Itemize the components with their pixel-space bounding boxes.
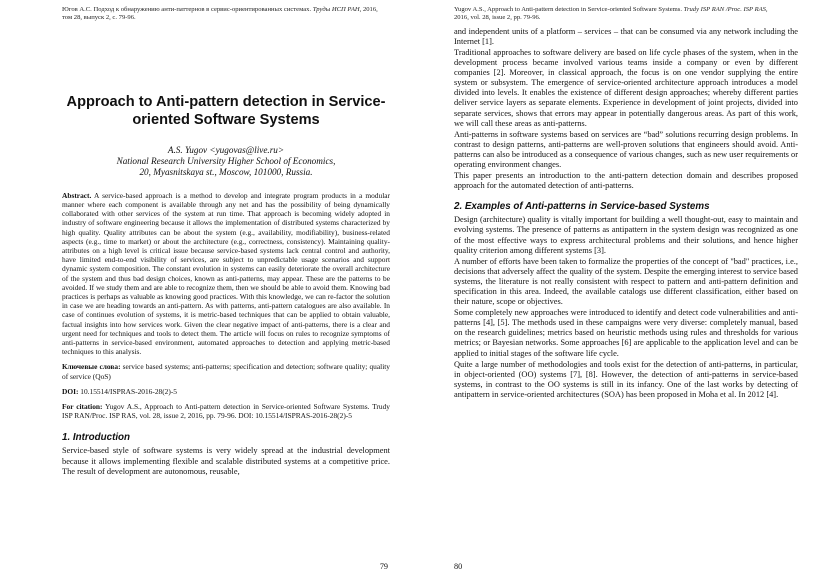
abstract-label: Abstract. — [62, 190, 92, 200]
section-heading-examples: 2. Examples of Anti-patterns in Service-based Systems — [454, 201, 710, 213]
header-volume: 2016, vol. 28, issue 2, pp. 79-96. — [454, 14, 541, 22]
body-paragraph: Quite a large number of methodologies and tools exist for the detection of anti-patterns, in particular, in object-oriented (OO) systems [7], [8]. However, the detection of anti-patterns in service-based systems, in contrast to the OO systems is still in its infancy. One of the last works by detecting of antipattern in service-oriented architectures (SOA) has been proposed in Moha et al. In 2012 [4]. — [454, 359, 798, 399]
header-text-rest: , 2016, — [359, 6, 378, 13]
doi-label: DOI: — [62, 386, 79, 396]
citation — [62, 402, 390, 420]
doi — [62, 387, 390, 396]
body-paragraph: Service-based style of software systems is very widely spread at the industrial development because it allows implementing flexible and scalable distributed systems at a competitive price. The result of development are autonomous, reusable, — [62, 446, 390, 476]
section-heading-introduction: 1. Introduction — [62, 432, 131, 444]
header-text: Югов А.С. Подход к обнаружению анти-паттернов в сервис-ориентированных системах. — [62, 6, 313, 13]
header-text: Yugov A.S., Approach to Anti-pattern detection in Service-oriented Software Systems. — [454, 6, 684, 13]
body-paragraph: Traditional approaches to software delivery are based on life cycle phases of the system, when in the development process became involved various teams inside a company or even by different companies [2]. Moreover, in classical approach, the focus is on one vendor supplying the entire system or subsystem. The emergence of service-oriented architecture approach introduces a model divided into levels. It enables the existence of different design approaches; whereby different parties deliver service layers as separate elements. Experience in development of joint projects, divided into separate services, shows that errors may appear in potentially dangerous areas. As part of this work, we will call these areas as anti-patterns. — [454, 48, 798, 128]
body-paragraph: A number of efforts have been taken to formalize the properties of the concept of "bad" practices, i.e., decisions that adversely affect the quality of the system. Despite the emerging interest to service based systems, the literature is not really consistent with respect to pattern and anti-pattern definition and specification in this area. Indeed, the available catalogs use different classification, either based on their nature, scope or objectives. — [454, 256, 798, 307]
paper-title: Approach to Anti-pattern detection in Service-oriented Software Systems — [66, 93, 386, 128]
running-header-right — [454, 6, 798, 23]
body-paragraph: and independent units of a platform – services – that can be consumed via any network including the Internet [1]. — [454, 26, 798, 46]
running-header-left — [62, 6, 390, 23]
body-paragraph: Anti-patterns in software systems based on services are “bad” solutions recurring design problems. In contrast to design patterns, anti-patterns are well-proven solutions that engineers should avoid. Anti-patterns can also be introduced as a consequence of various changes, such as new user requirements or operating environment changes. — [454, 129, 798, 170]
right-page — [410, 0, 820, 579]
abstract-text: A service-based approach is a method to develop and integrate program products in a modular manner where each component is available through any net and has the possibility of being dynamically collaborated with other services of the system at run time. That approach is becoming widely adopted in industry of software engineering because it allows the implementation of distributed systems characterized by high quality. Quality attributes can be about the system (e.g., availability, modifiability), business-related aspects (e.g., time to market) or about the architecture (e.g., correctness, consistency). Maintaining quality-attributes on a high level is critical issue because service-based systems lack central control and authority, have limited end-to-end visibility of services, are subject to unpredictable usage scenarios and support dynamic system composition. The constant evolution in systems can easily deteriorate the overall architecture of the system and thus bad design choices, known as anti-patterns, may appear. These are the patterns to be avoided. If we study them and are able to recognize them, then we should be able to avoid them. Knowing bad practices is perhaps as valuable as knowing good practices. With this knowledge, we can re-factor the solution in case we are heading towards an anti-pattern. As with patterns, anti-pattern catalogues are also available. In case of continues evolution of systems, it is metric-based techniques that can be applied to obtain valuable, factual insights into how services work. Given the clear negative impact of anti-patterns, there is a clear and urgent need for techniques and tools to detect them. The article will focus on rules to recognize symptoms of anti-patterns in service-based environment, automated approaches to detection and applying metric-based techniques to this analysis. — [62, 190, 390, 357]
body-paragraph: Design (architecture) quality is vitally important for building a well thought-out, easy to maintain and evolving systems. The presence of patterns as antipattern in the system design was recognized as one of the most effective ways to express architectural problems and their solutions, and hence higher quality criterion among different systems [3]. — [454, 215, 798, 255]
keywords-text: service based systems; anti-patterns; specification and detection; software quality; quality of service (QoS) — [62, 362, 390, 381]
keywords — [62, 362, 390, 380]
header-volume: том 28, выпуск 2, с. 79-96. — [62, 14, 136, 22]
author-address: 20, Myasnitskaya st., Moscow, 101000, Russia. — [139, 166, 313, 177]
page-number-left: 79 — [379, 562, 388, 571]
citation-text: Yugov A.S., Approach to Anti-pattern detection in Service-oriented Software Systems. Trudy ISP RAN/Proc. ISP RAS, vol. 28, issue 2, 2016, pp. 79-96. DOI: 10.15514/ISPRAS-2016-28(2)-5 — [62, 402, 390, 421]
page-number-right: 80 — [454, 562, 463, 571]
header-journal: Труды ИСП РАН — [312, 6, 360, 13]
header-journal: Trudy ISP RAN /Proc. ISP RAS, — [683, 6, 768, 13]
keywords-label: Ключевые слова: — [62, 362, 121, 372]
doi-text: 10.15514/ISPRAS-2016-28(2)-5 — [78, 386, 177, 396]
citation-label: For citation: — [62, 402, 103, 412]
body-paragraph: This paper presents an introduction to the anti-pattern detection domain and describes proposed approach for the automated detection of anti-patterns. — [454, 171, 798, 191]
author-affiliation: National Research University Higher School of Economics, — [116, 155, 336, 166]
abstract — [62, 191, 390, 357]
author-block — [62, 145, 390, 178]
author-name: A.S. Yugov <yugovas@live.ru> — [167, 144, 285, 155]
body-paragraph: Some completely new approaches were introduced to identify and detect code vulnerabilities and anti-patterns [4], [5]. The methods used in these campaigns were very diverse: completely manual, based on the research guidelines; metrics based on heuristic methods using rules and thresholds for various metrics; or Bayesian networks. Some approaches [6] are applicable to the application level and can be applied to initial stages of the software life cycle. — [454, 308, 798, 358]
